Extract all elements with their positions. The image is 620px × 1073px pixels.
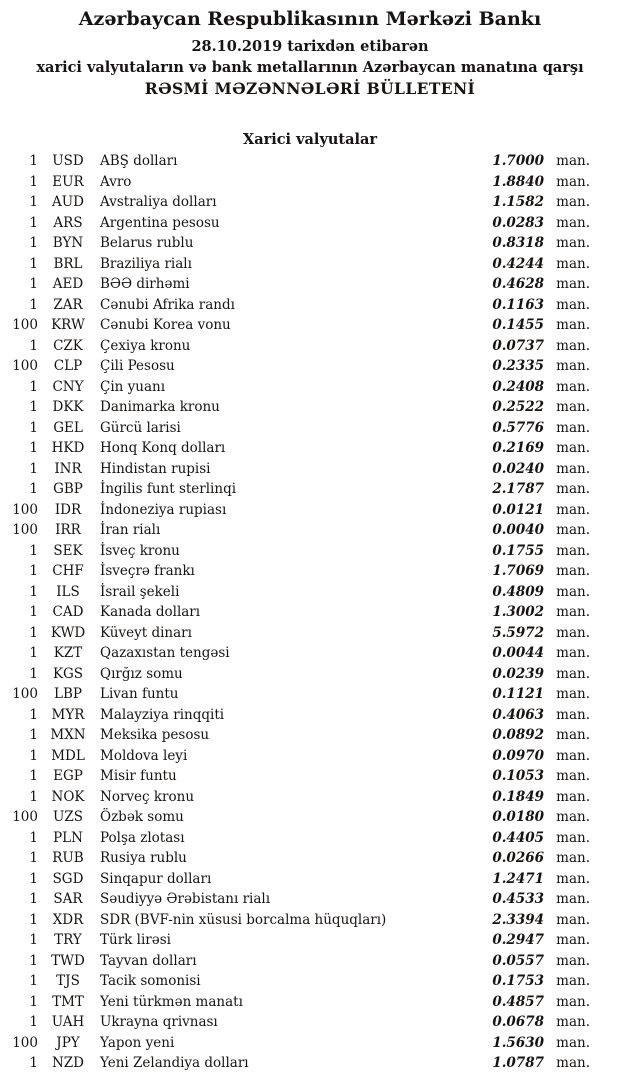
currency-rate: 0.2522 <box>492 399 544 415</box>
currency-code: TMT <box>52 993 84 1010</box>
currency-row <box>12 213 590 234</box>
currency-quantity: 1 <box>29 645 38 661</box>
currency-row <box>12 192 590 213</box>
currency-name: İngilis funt sterlinqi <box>100 481 237 497</box>
currency-code: BRL <box>53 255 83 272</box>
currency-rate: 0.4244 <box>492 255 544 272</box>
currency-name: Gürcü larisi <box>100 419 181 436</box>
currency-name: Qırğız somu <box>100 665 183 682</box>
currency-code: UAH <box>51 1014 85 1030</box>
currency-quantity: 100 <box>12 522 38 538</box>
currency-quantity: 1 <box>29 583 38 600</box>
currency-name: Braziliya rialı <box>100 255 192 272</box>
currency-rate: 0.0283 <box>492 214 544 231</box>
currency-quantity: 1 <box>29 419 38 436</box>
currency-rate: 0.1849 <box>492 788 544 805</box>
currency-code: AED <box>52 276 84 292</box>
currency-unit: man. <box>556 891 590 907</box>
currency-name: Qazaxıstan tengəsi <box>100 645 230 661</box>
currency-quantity: 1 <box>29 214 38 231</box>
currency-name: Norveç kronu <box>100 788 195 805</box>
currency-row <box>12 725 590 746</box>
currency-rate: 0.4533 <box>492 891 544 907</box>
currency-unit: man. <box>556 153 590 169</box>
currency-row <box>12 438 590 459</box>
currency-rate: 0.0239 <box>492 665 544 682</box>
currency-code: JPY <box>56 1034 80 1051</box>
currency-code: ILS <box>56 583 80 600</box>
currency-name: Rusiya rublu <box>100 850 187 866</box>
currency-row <box>12 295 590 316</box>
currency-unit: man. <box>556 727 590 743</box>
currency-code: CAD <box>52 604 84 620</box>
currency-rate: 1.0787 <box>492 1055 544 1071</box>
currency-row <box>12 459 590 480</box>
currency-name: Yeni Zelandiya dolları <box>100 1055 249 1071</box>
currency-quantity: 100 <box>12 317 38 333</box>
currency-code: SAR <box>53 891 83 907</box>
currency-code: KRW <box>51 317 85 333</box>
currency-rate: 1.7069 <box>492 563 544 579</box>
currency-quantity: 1 <box>29 276 38 292</box>
currency-rate: 0.1053 <box>492 768 544 784</box>
currency-unit: man. <box>556 399 590 415</box>
currency-quantity: 1 <box>29 399 38 415</box>
currency-quantity: 100 <box>12 1034 38 1051</box>
currency-rate: 0.2169 <box>492 440 544 456</box>
currency-quantity: 1 <box>29 460 38 477</box>
currency-unit: man. <box>556 542 590 559</box>
currency-rate: 0.0044 <box>492 645 544 661</box>
currency-quantity: 1 <box>29 604 38 620</box>
currency-unit: man. <box>556 522 590 538</box>
currency-name: İsrail şekeli <box>100 583 180 600</box>
currency-name: Danimarka kronu <box>100 399 220 415</box>
currency-unit: man. <box>556 440 590 456</box>
currency-code: CZK <box>53 337 83 354</box>
currency-rate: 5.5972 <box>492 624 544 641</box>
currency-unit: man. <box>556 1055 590 1071</box>
currency-quantity: 1 <box>29 563 38 579</box>
currency-row <box>12 1012 590 1033</box>
currency-rate: 0.0040 <box>492 522 544 538</box>
currency-row <box>12 336 590 357</box>
currency-unit: man. <box>556 809 590 825</box>
currency-unit: man. <box>556 624 590 641</box>
currency-name: Avro <box>100 173 132 190</box>
currency-row <box>12 274 590 295</box>
currency-unit: man. <box>556 788 590 805</box>
currency-unit: man. <box>556 460 590 477</box>
currency-name: Misir funtu <box>100 768 177 784</box>
currency-quantity: 1 <box>29 624 38 641</box>
currency-unit: man. <box>556 1014 590 1030</box>
currency-unit: man. <box>556 952 590 969</box>
currency-quantity: 1 <box>29 194 38 210</box>
currency-row <box>12 869 590 890</box>
currency-code: TWD <box>51 952 85 969</box>
currency-code: TJS <box>56 973 80 989</box>
currency-name: Hindistan rupisi <box>100 460 211 477</box>
currency-row <box>12 377 590 398</box>
currency-code: SEK <box>53 542 83 559</box>
currency-rate: 0.5776 <box>492 419 544 436</box>
currency-rate: 0.1121 <box>492 686 544 702</box>
currency-name: Tacik somonisi <box>100 973 201 989</box>
currency-quantity: 100 <box>12 686 38 702</box>
currency-unit: man. <box>556 255 590 272</box>
currency-unit: man. <box>556 850 590 866</box>
currency-unit: man. <box>556 378 590 395</box>
currency-name: Tayvan dolları <box>100 952 197 969</box>
currency-unit: man. <box>556 747 590 764</box>
currency-rate: 0.0970 <box>492 747 544 764</box>
currency-rate: 2.1787 <box>492 481 544 497</box>
currency-name: İran rialı <box>100 522 161 538</box>
currency-row <box>12 561 590 582</box>
currency-rate: 0.0557 <box>492 952 544 969</box>
currency-unit: man. <box>556 194 590 210</box>
currency-code: AUD <box>52 194 84 210</box>
currency-rate: 0.0180 <box>492 809 544 825</box>
currency-row <box>12 520 590 541</box>
currency-name: ABŞ dolları <box>100 153 178 169</box>
currency-row <box>12 930 590 951</box>
effective-date-line: 28.10.2019 tarixdən etibarən <box>191 38 429 55</box>
currency-quantity: 1 <box>29 788 38 805</box>
currency-code: XDR <box>52 911 84 928</box>
currency-row <box>12 541 590 562</box>
currency-rate: 0.0121 <box>492 501 544 518</box>
currency-code: CLP <box>53 358 83 374</box>
currency-code: ZAR <box>53 296 83 313</box>
currency-row <box>12 1053 590 1073</box>
currency-name: Belarus rublu <box>100 235 194 251</box>
currency-rate: 0.4063 <box>492 706 544 723</box>
currency-quantity: 1 <box>29 542 38 559</box>
currency-name: Avstraliya dolları <box>100 194 217 210</box>
currency-quantity: 1 <box>29 665 38 682</box>
currency-row <box>12 766 590 787</box>
currency-row <box>12 787 590 808</box>
currency-quantity: 1 <box>29 727 38 743</box>
currency-name: Türk lirəsi <box>100 932 171 948</box>
currency-rate: 1.1582 <box>492 194 544 210</box>
currency-name: SDR (BVF-nin xüsusi borcalma hüquqları) <box>100 911 387 928</box>
currency-name: Çili Pesosu <box>100 358 175 374</box>
currency-row <box>12 684 590 705</box>
currency-row <box>12 807 590 828</box>
currency-unit: man. <box>556 706 590 723</box>
currency-name: Çexiya kronu <box>100 337 191 354</box>
currency-row <box>12 889 590 910</box>
currency-name: Livan funtu <box>100 686 179 702</box>
currency-row <box>12 602 590 623</box>
currency-rate: 0.4405 <box>492 829 544 846</box>
bank-name-title: Azərbaycan Respublikasının Mərkəzi Bankı <box>78 8 542 30</box>
currency-code: MDL <box>51 747 85 764</box>
currency-quantity: 1 <box>29 870 38 887</box>
currency-code: GEL <box>53 419 83 436</box>
currency-name: Cənubi Korea vonu <box>100 317 231 333</box>
currency-rate: 0.8318 <box>492 235 544 251</box>
currency-quantity: 1 <box>29 153 38 169</box>
currency-name: Malayziya rinqqiti <box>100 706 225 723</box>
currency-name: BƏƏ dirhəmi <box>100 276 190 292</box>
currency-quantity: 1 <box>29 829 38 846</box>
bulletin-title: RƏSMİ MƏZƏNNƏLƏRİ BÜLLETENİ <box>144 79 476 98</box>
currency-rate: 0.2947 <box>492 932 544 948</box>
currency-code: EUR <box>52 173 84 190</box>
currency-code: UZS <box>52 809 83 825</box>
currency-code: INR <box>54 460 82 477</box>
currency-rate: 0.4809 <box>492 583 544 600</box>
currency-quantity: 100 <box>12 809 38 825</box>
currency-quantity: 1 <box>29 932 38 948</box>
currency-name: Argentina pesosu <box>100 214 220 231</box>
currency-rate: 2.3394 <box>492 911 544 928</box>
currency-quantity: 1 <box>29 850 38 866</box>
currency-quantity: 1 <box>29 768 38 784</box>
currency-quantity: 1 <box>29 747 38 764</box>
currency-code: IDR <box>54 501 82 518</box>
currency-rate: 0.0737 <box>492 337 544 354</box>
currency-code: RUB <box>52 850 84 866</box>
currency-quantity: 1 <box>29 993 38 1010</box>
currency-unit: man. <box>556 481 590 497</box>
currency-code: BYN <box>52 235 84 251</box>
currency-code: KGS <box>52 665 84 682</box>
currency-row <box>12 664 590 685</box>
currency-unit: man. <box>556 973 590 989</box>
currency-rate: 1.7000 <box>492 153 544 169</box>
currency-code: EGP <box>53 768 83 784</box>
currency-row <box>12 315 590 336</box>
currency-unit: man. <box>556 870 590 887</box>
currency-name: Səudiyyə Ərəbistanı rialı <box>100 891 271 907</box>
currency-code: KWD <box>50 624 86 641</box>
currency-unit: man. <box>556 173 590 190</box>
currency-row <box>12 151 590 172</box>
currency-unit: man. <box>556 645 590 661</box>
currency-rate: 1.3002 <box>492 604 544 620</box>
currency-rate: 1.8840 <box>492 173 544 190</box>
currency-name: Honq Konq dolları <box>100 440 226 456</box>
currency-name: Özbək somu <box>100 809 184 825</box>
currency-quantity: 1 <box>29 706 38 723</box>
currency-name: İndoneziya rupiası <box>100 501 227 518</box>
bulletin-document <box>0 6 620 1073</box>
currency-name: Çin yuanı <box>100 378 166 395</box>
currency-code: CNY <box>52 378 84 395</box>
currency-quantity: 1 <box>29 911 38 928</box>
currency-row <box>12 746 590 767</box>
currency-unit: man. <box>556 1034 590 1051</box>
currency-name: Kanada dolları <box>100 604 201 620</box>
currency-name: Ukrayna qrivnası <box>100 1014 218 1030</box>
currency-rate: 0.0892 <box>492 727 544 743</box>
currency-code: NOK <box>51 788 85 805</box>
currency-unit: man. <box>556 993 590 1010</box>
currency-name: Polşa zlotası <box>100 829 185 846</box>
currency-unit: man. <box>556 419 590 436</box>
currency-rate: 1.2471 <box>492 870 544 887</box>
currency-code: PLN <box>53 829 83 846</box>
currency-row <box>12 356 590 377</box>
currency-quantity: 1 <box>29 337 38 354</box>
currency-rate: 0.0678 <box>492 1014 544 1030</box>
currency-unit: man. <box>556 358 590 374</box>
currency-name: Moldova leyi <box>100 747 188 764</box>
currency-code: IRR <box>55 522 81 538</box>
currency-row <box>12 397 590 418</box>
currency-unit: man. <box>556 665 590 682</box>
currency-rate: 0.1163 <box>492 296 544 313</box>
currency-name: İsveçrə frankı <box>100 563 195 579</box>
currency-unit: man. <box>556 563 590 579</box>
currency-unit: man. <box>556 604 590 620</box>
currency-row <box>12 254 590 275</box>
currency-row <box>12 233 590 254</box>
currency-quantity: 1 <box>29 255 38 272</box>
currency-name: Sinqapur dolları <box>100 870 212 887</box>
currency-code: NZD <box>51 1055 85 1071</box>
currency-name: İsveç kronu <box>100 542 180 559</box>
currency-code: USD <box>52 153 84 169</box>
currency-code: LBP <box>54 686 82 702</box>
currency-row <box>12 848 590 869</box>
currency-code: MYR <box>51 706 85 723</box>
currency-rate: 0.0240 <box>492 460 544 477</box>
currency-name: Cənubi Afrika randı <box>100 296 235 313</box>
currency-rate: 0.4857 <box>492 993 544 1010</box>
currency-rate: 0.4628 <box>492 276 544 292</box>
currency-quantity: 1 <box>29 378 38 395</box>
currency-rate: 0.1455 <box>492 317 544 333</box>
currency-quantity: 1 <box>29 973 38 989</box>
currency-unit: man. <box>556 276 590 292</box>
currency-quantity: 1 <box>29 1055 38 1071</box>
currency-rate: 0.1755 <box>492 542 544 559</box>
currency-rate: 0.1753 <box>492 973 544 989</box>
currency-row <box>12 172 590 193</box>
currency-unit: man. <box>556 768 590 784</box>
currency-code: SGD <box>52 870 84 887</box>
currency-row <box>12 582 590 603</box>
currency-row <box>12 705 590 726</box>
section-title-foreign-currencies: Xarici valyutalar <box>242 131 378 148</box>
currency-code: HKD <box>51 440 85 456</box>
currency-name: Küveyt dinarı <box>100 624 192 641</box>
currency-unit: man. <box>556 296 590 313</box>
currency-unit: man. <box>556 583 590 600</box>
currency-rate: 0.0266 <box>492 850 544 866</box>
currency-quantity: 1 <box>29 891 38 907</box>
currency-row <box>12 479 590 500</box>
currency-unit: man. <box>556 317 590 333</box>
currency-unit: man. <box>556 214 590 231</box>
currency-row <box>12 828 590 849</box>
currency-quantity: 1 <box>29 440 38 456</box>
currency-quantity: 100 <box>12 501 38 518</box>
currency-quantity: 1 <box>29 235 38 251</box>
currency-row <box>12 623 590 644</box>
currency-code: TRY <box>54 932 82 948</box>
currency-row <box>12 992 590 1013</box>
currency-unit: man. <box>556 686 590 702</box>
currency-quantity: 1 <box>29 481 38 497</box>
currency-code: CHF <box>52 563 84 579</box>
currency-quantity: 1 <box>29 1014 38 1030</box>
currency-rate: 1.5630 <box>492 1034 544 1051</box>
currency-code: KZT <box>53 645 83 661</box>
currency-rates-table <box>0 151 620 1073</box>
currency-unit: man. <box>556 911 590 928</box>
bulletin-subtitle: xarici valyutaların və bank metallarının Azərbaycan manatına qarşı <box>36 59 584 76</box>
currency-unit: man. <box>556 235 590 251</box>
currency-code: ARS <box>53 214 83 231</box>
currency-quantity: 1 <box>29 296 38 313</box>
currency-quantity: 1 <box>29 173 38 190</box>
currency-row <box>12 910 590 931</box>
currency-row <box>12 418 590 439</box>
currency-row <box>12 971 590 992</box>
currency-unit: man. <box>556 337 590 354</box>
currency-name: Yapon yeni <box>100 1034 175 1051</box>
currency-quantity: 1 <box>29 952 38 969</box>
currency-unit: man. <box>556 829 590 846</box>
currency-row <box>12 643 590 664</box>
currency-name: Meksika pesosu <box>100 727 210 743</box>
currency-row <box>12 500 590 521</box>
currency-unit: man. <box>556 932 590 948</box>
currency-rate: 0.2408 <box>492 378 544 395</box>
currency-row <box>12 1033 590 1054</box>
currency-quantity: 100 <box>12 358 38 374</box>
currency-name: Yeni türkmən manatı <box>100 993 243 1010</box>
currency-rate: 0.2335 <box>492 358 544 374</box>
currency-row <box>12 951 590 972</box>
currency-unit: man. <box>556 501 590 518</box>
currency-code: DKK <box>52 399 84 415</box>
currency-code: GBP <box>53 481 83 497</box>
currency-code: MXN <box>50 727 86 743</box>
